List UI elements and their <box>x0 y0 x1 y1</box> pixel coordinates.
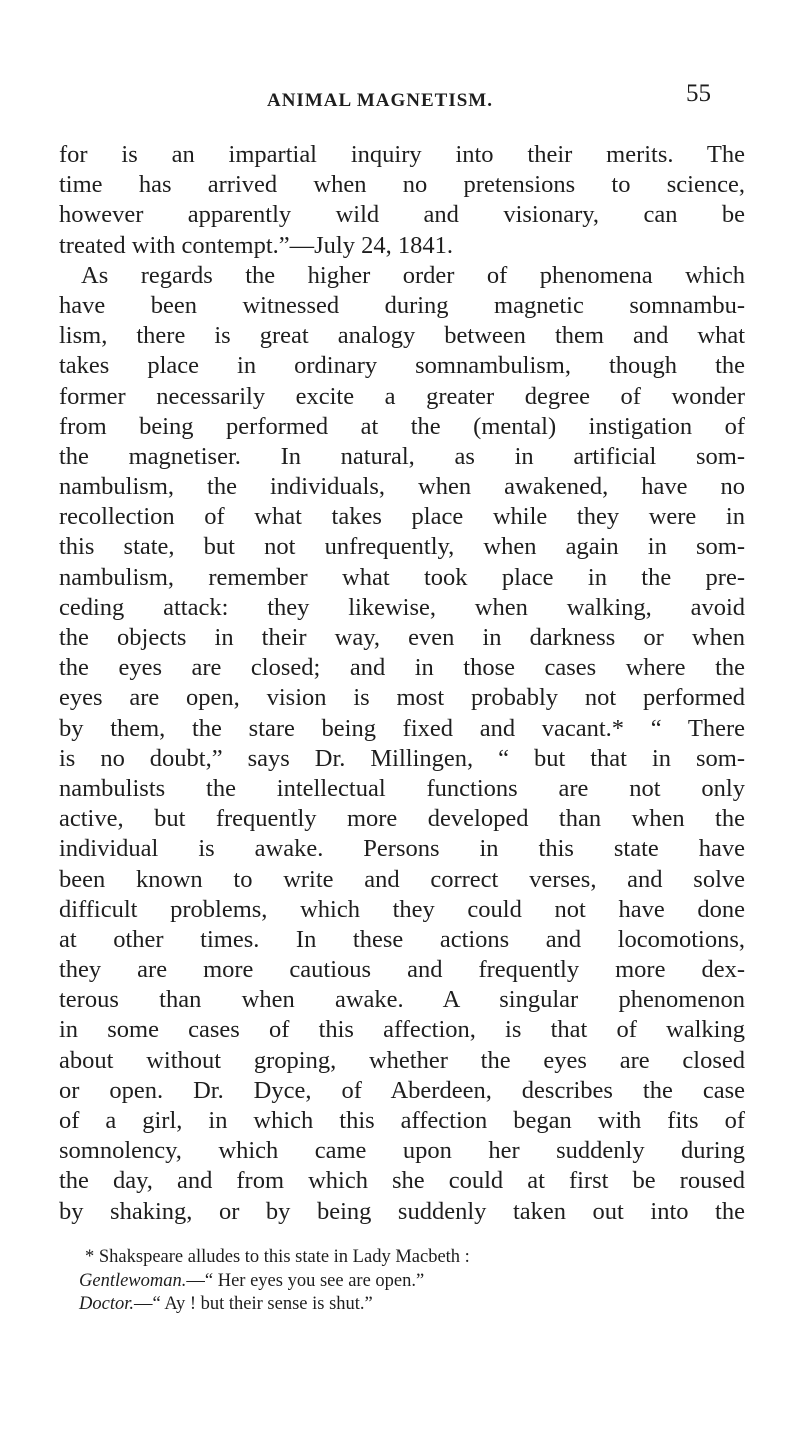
text-line: been known to write and correct verses, and solve <box>59 865 745 893</box>
text-line: the day, and from which she could at first be roused <box>59 1167 745 1195</box>
text-line: terous than when awake. A singular phenomenon <box>59 986 745 1014</box>
text-line: nambulism, the individuals, when awakened, have no <box>59 473 745 501</box>
text-line: As regards the higher order of phenomena which <box>81 261 745 289</box>
text-line: about without groping, whether the eyes are closed <box>59 1046 745 1074</box>
text-line: the magnetiser. In natural, as in artificial som- <box>59 442 745 470</box>
speech-text: —“ Ay ! but their sense is shut.” <box>134 1294 373 1314</box>
text-line: recollection of what takes place while they were in <box>59 503 745 531</box>
text-line: lism, there is great analogy between them and what <box>59 322 745 350</box>
text-line: ceding attack: they likewise, when walking, avoid <box>59 593 745 621</box>
text-line: nambulists the intellectual functions are not only <box>59 774 745 802</box>
text-line: time has arrived when no pretensions to science, <box>59 171 745 199</box>
page-number: 55 <box>686 80 711 107</box>
footnote-quote-line <box>59 1293 745 1317</box>
text-line: from being performed at the (mental) instigation of <box>59 412 745 440</box>
body-text <box>59 140 745 1227</box>
speaker-name: Doctor. <box>79 1294 134 1314</box>
text-line: somnolency, which came upon her suddenly during <box>59 1137 745 1165</box>
speech-text: —“ Her eyes you see are open.” <box>186 1270 425 1291</box>
text-line: in some cases of this affection, is that of walking <box>59 1016 745 1044</box>
text-line: takes place in ordinary somnambulism, though the <box>59 352 745 380</box>
footnote <box>59 1246 745 1317</box>
text-line: however apparently wild and visionary, can be <box>59 201 745 229</box>
text-line: nambulism, remember what took place in the pre- <box>59 563 745 591</box>
footnote-marker-line: * Shakspeare alludes to this state in Lady Macbeth : <box>85 1247 470 1267</box>
text-line: or open. Dr. Dyce, of Aberdeen, describes the case <box>59 1076 745 1104</box>
text-line: by shaking, or by being suddenly taken out into the <box>59 1197 745 1225</box>
text-line: the eyes are closed; and in those cases where the <box>59 654 745 682</box>
text-line: by them, the stare being fixed and vacant.* “ There <box>59 714 745 742</box>
footnote-quote-line <box>59 1270 745 1294</box>
text-line: difficult problems, which they could not have done <box>59 895 745 923</box>
text-line: this state, but not unfrequently, when again in som- <box>59 533 745 561</box>
text-line: the objects in their way, even in darkness or when <box>59 624 745 651</box>
text-line: former necessarily excite a greater degree of wonder <box>59 382 745 410</box>
text-line: they are more cautious and frequently more dex- <box>59 956 745 984</box>
text-line: is no doubt,” says Dr. Millingen, “ but that in som- <box>59 744 745 772</box>
text-line: active, but frequently more developed than when the <box>59 805 745 833</box>
text-line: of a girl, in which this affection began with fits of <box>59 1107 745 1134</box>
speaker-name: Gentlewoman. <box>79 1270 187 1291</box>
text-line: eyes are open, vision is most probably not performed <box>59 684 745 712</box>
text-line: for is an impartial inquiry into their merits. The <box>59 141 745 168</box>
text-line: have been witnessed during magnetic somnambu- <box>59 291 745 319</box>
text-line: individual is awake. Persons in this state have <box>59 835 745 863</box>
running-title: ANIMAL MAGNETISM. <box>266 90 493 111</box>
text-line: at other times. In these actions and locomotions, <box>59 925 745 953</box>
text-line: treated with contempt.”—July 24, 1841. <box>59 231 453 259</box>
